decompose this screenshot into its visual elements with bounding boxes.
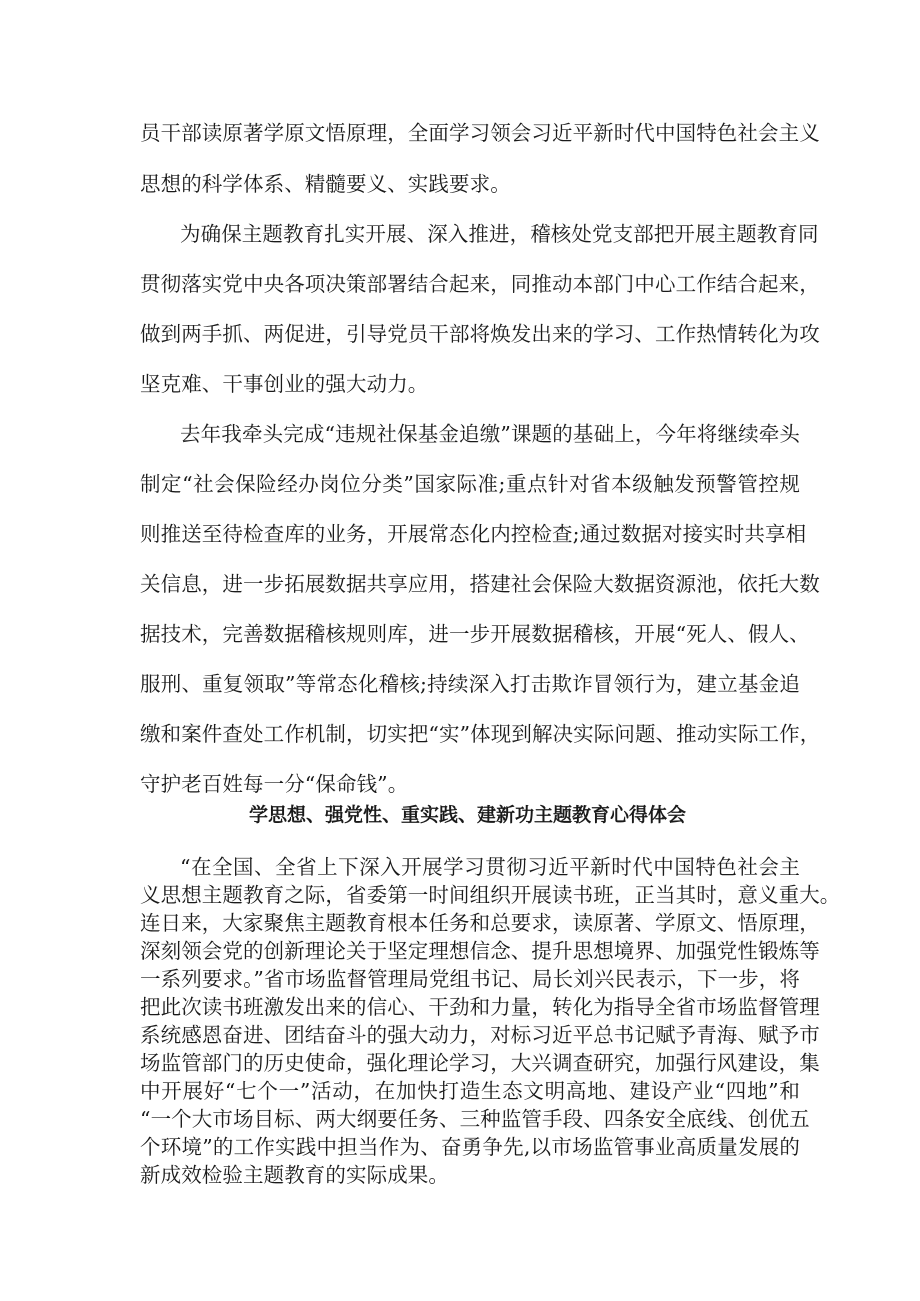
paragraph-4-line-6: 把此次读书班激发出来的信心、干劲和力量，转化为指导全省市场监督管理 xyxy=(140,995,820,1019)
paragraph-2-line-4: 坚克难、干事创业的强大动力。 xyxy=(140,372,429,396)
paragraph-4-line-7: 系统感恩奋进、团结奋斗的强大动力，对标习近平总书记赋予青海、赋予市 xyxy=(140,1023,820,1047)
paragraph-2-line-2: 贯彻落实党中央各项决策部署结合起来，同推动本部门中心工作结合起来， xyxy=(140,272,820,296)
paragraph-3-line-2: 制定“社会保险经办岗位分类”国家际准;重点针对省本级触发预警管控规 xyxy=(140,472,800,496)
paragraph-1-line-1: 员干部读原著学原文悟原理，全面学习领会习近平新时代中国特色社会主义 xyxy=(140,121,820,145)
paragraph-4-line-3: 连日来，大家聚焦主题教育根本任务和总要求，读原著、学原文、悟原理， xyxy=(140,911,820,935)
section-heading: 学思想、强党性、重实践、建新功主题教育心得体会 xyxy=(248,804,686,826)
paragraph-3-line-3: 则推送至待检查库的业务，开展常态化内控检查;通过数据对接实时共享相 xyxy=(140,522,807,546)
paragraph-3-line-5: 据技术，完善数据稽核规则库，进一步开展数据稽核，开展“死人、假人、 xyxy=(140,622,810,646)
paragraph-2-line-3: 做到两手抓、两促进，引导党员干部将焕发出来的学习、工作热情转化为攻 xyxy=(140,322,820,346)
paragraph-4-line-9: 中开展好“七个一”活动，在加快打造生态文明高地、建设产业“四地”和 xyxy=(140,1079,800,1103)
paragraph-4-line-2: 义思想主题教育之际，省委第一时间组织开展读书班，正当其时，意义重大。 xyxy=(140,883,841,907)
paragraph-4-line-8: 场监管部门的历史使命，强化理论学习，大兴调查研究，加强行风建设，集 xyxy=(140,1051,820,1075)
paragraph-2-line-1: 为确保主题教育扎实开展、深入推进，稽核处党支部把开展主题教育同 xyxy=(180,222,819,246)
paragraph-4-line-12: 新成效检验主题教育的实际成果。 xyxy=(140,1163,449,1187)
paragraph-4-line-11: 个环境”的工作实践中担当作为、奋勇争先,以市场监管事业高质量发展的 xyxy=(140,1135,800,1159)
paragraph-3-line-4: 关信息，进一步拓展数据共享应用，搭建社会保险大数据资源池，依托大数 xyxy=(140,572,820,596)
paragraph-4-line-10: “一个大市场目标、两大纲要任务、三种监管手段、四条安全底线、创优五 xyxy=(140,1107,810,1131)
paragraph-3-line-1: 去年我牵头完成“违规社保基金追缴”课题的基础上，今年将继续牵头 xyxy=(180,422,800,446)
paragraph-3-line-8: 守护老百姓每一分“保命钱”。 xyxy=(140,772,409,796)
paragraph-1-line-2: 思想的科学体系、精髓要义、实践要求。 xyxy=(140,172,511,196)
paragraph-4-line-5: 一系列要求。”省市场监督管理局党组书记、局长刘兴民表示，下一步，将 xyxy=(140,967,800,991)
paragraph-3-line-7: 缴和案件查处工作机制，切实把“实”体现到解决实际问题、推动实际工作， xyxy=(140,722,821,746)
paragraph-3-line-6: 服刑、重复领取”等常态化稽核;持续深入打击欺诈冒领行为，建立基金追 xyxy=(140,672,800,696)
paragraph-4-line-1: “在全国、全省上下深入开展学习贯彻习近平新时代中国特色社会主 xyxy=(180,855,800,879)
paragraph-4-line-4: 深刻领会党的创新理论关于坚定理想信念、提升思想境界、加强党性锻炼等 xyxy=(140,939,820,963)
